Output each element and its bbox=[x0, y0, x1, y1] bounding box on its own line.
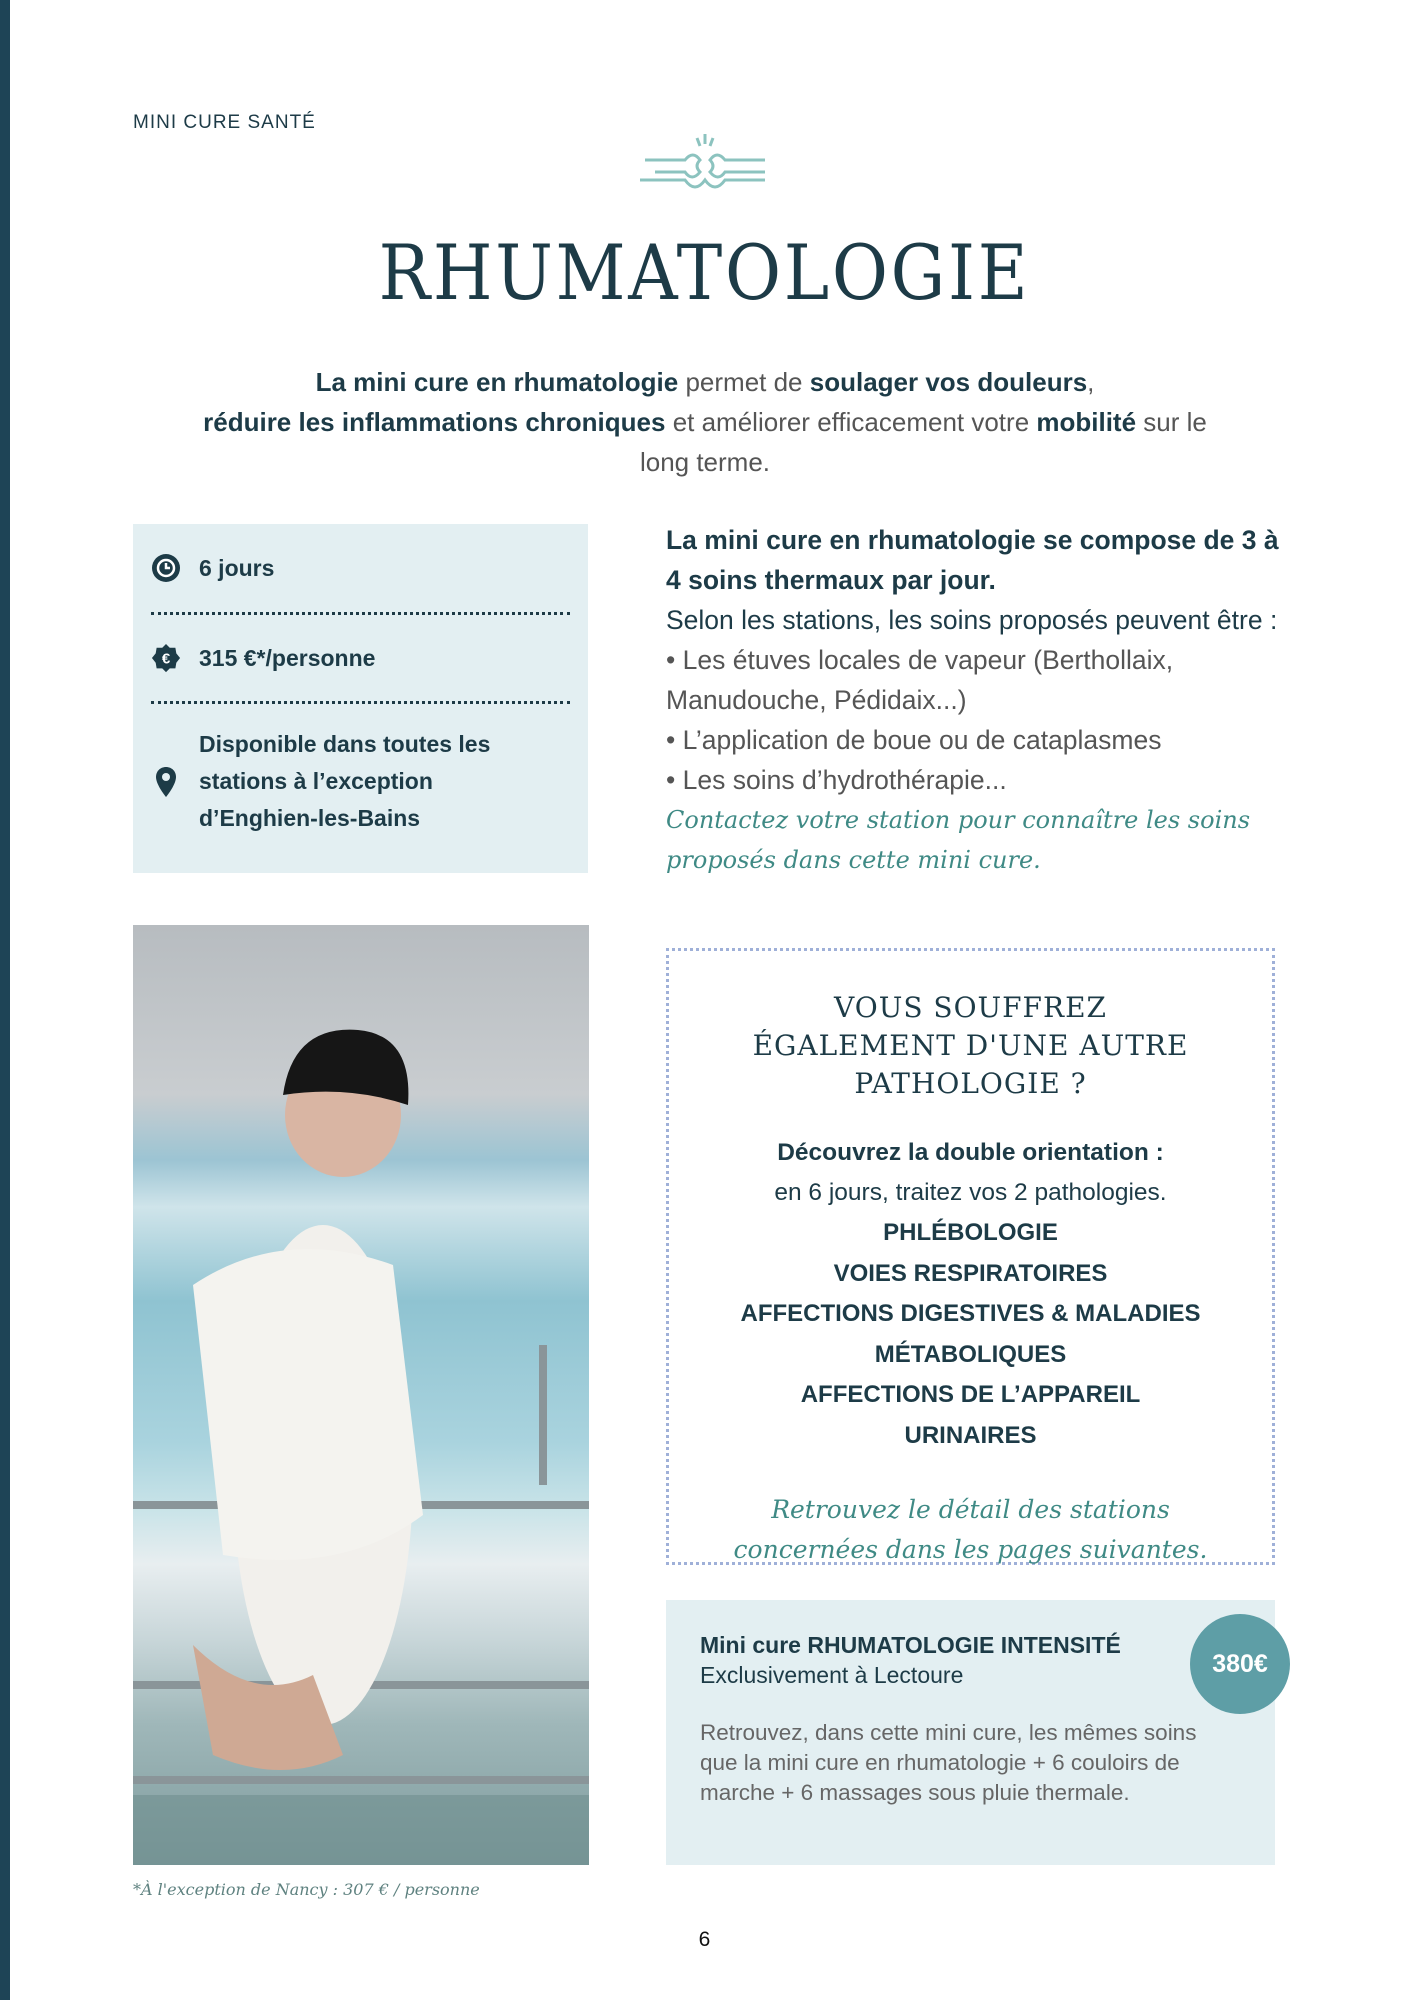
composition-lead: La mini cure en rhumatologie se compose de 3 à 4 soins thermaux par jour. bbox=[666, 525, 1279, 595]
duration-text: 6 jours bbox=[199, 554, 275, 581]
price-badge: 380€ bbox=[1190, 1614, 1290, 1714]
duration-row bbox=[151, 524, 570, 612]
price-text: 315 €*/personne bbox=[199, 644, 376, 671]
double-orientation-box bbox=[666, 948, 1275, 1565]
side-bar bbox=[0, 0, 10, 2000]
availability-row bbox=[151, 704, 570, 837]
list-item: • Les soins d’hydrothérapie... bbox=[666, 765, 1007, 795]
double-description: en 6 jours, traitez vos 2 pathologies. bbox=[774, 1179, 1167, 1206]
intensite-title: Mini cure RHUMATOLOGIE INTENSITÉ bbox=[700, 1632, 1121, 1658]
composition-note: Contactez votre station pour connaître les soins proposés dans cette mini cure. bbox=[666, 806, 1251, 874]
composition-section bbox=[666, 520, 1286, 880]
intensite-description: Retrouvez, dans cette mini cure, les mêmes soins que la mini cure en rhumatologie + 6 couloirs de marche + 6 massages sous pluie thermale. bbox=[700, 1720, 1197, 1805]
double-title: VOUS SOUFFREZ ÉGALEMENT D'UNE AUTRE PATHOLOGIE ? bbox=[752, 991, 1189, 1100]
intensite-subtitle: Exclusivement à Lectoure bbox=[700, 1662, 964, 1688]
pathology-item: VOIES RESPIRATOIRES bbox=[833, 1259, 1108, 1287]
intensite-box bbox=[666, 1600, 1275, 1865]
joint-icon bbox=[635, 130, 775, 200]
price-row bbox=[151, 615, 570, 701]
intro-paragraph: La mini cure en rhumatologie permet de soulager vos douleurs, réduire les inflammations chroniques et améliorer efficacement votre mobilité sur le long terme. bbox=[203, 367, 1207, 477]
footnote: *À l'exception de Nancy : 307 € / personne bbox=[133, 1880, 480, 1899]
double-text bbox=[669, 1133, 1272, 1213]
svg-text:€: € bbox=[161, 650, 171, 668]
double-note: Retrouvez le détail des stations concernées dans les pages suivantes. bbox=[733, 1495, 1208, 1564]
location-pin-icon bbox=[151, 767, 181, 797]
pathology-item: AFFECTIONS DIGESTIVES & MALADIES MÉTABOLIQUES bbox=[740, 1300, 1201, 1368]
info-box bbox=[133, 524, 588, 873]
woman-in-pool-photo bbox=[133, 925, 589, 1865]
clock-icon bbox=[151, 553, 181, 583]
list-item: • L’application de boue ou de cataplasmes bbox=[666, 725, 1162, 755]
pathology-item: AFFECTIONS DE L’APPAREIL URINAIRES bbox=[800, 1381, 1141, 1449]
euro-badge-icon bbox=[151, 643, 181, 673]
pathology-item: PHLÉBOLOGIE bbox=[883, 1219, 1058, 1246]
availability-text: Disponible dans toutes les stations à l’exception d’Enghien-les-Bains bbox=[199, 731, 491, 831]
composition-intro: Selon les stations, les soins proposés peuvent être : bbox=[666, 605, 1278, 635]
page-number: 6 bbox=[698, 1928, 711, 1951]
section-kicker: MINI CURE SANTÉ bbox=[133, 112, 316, 133]
double-lead: Découvrez la double orientation : bbox=[777, 1139, 1164, 1166]
page-title: RHUMATOLOGIE bbox=[378, 228, 1031, 317]
list-item: • Les étuves locales de vapeur (Berthollaix, Manudouche, Pédidaix...) bbox=[666, 645, 1174, 715]
